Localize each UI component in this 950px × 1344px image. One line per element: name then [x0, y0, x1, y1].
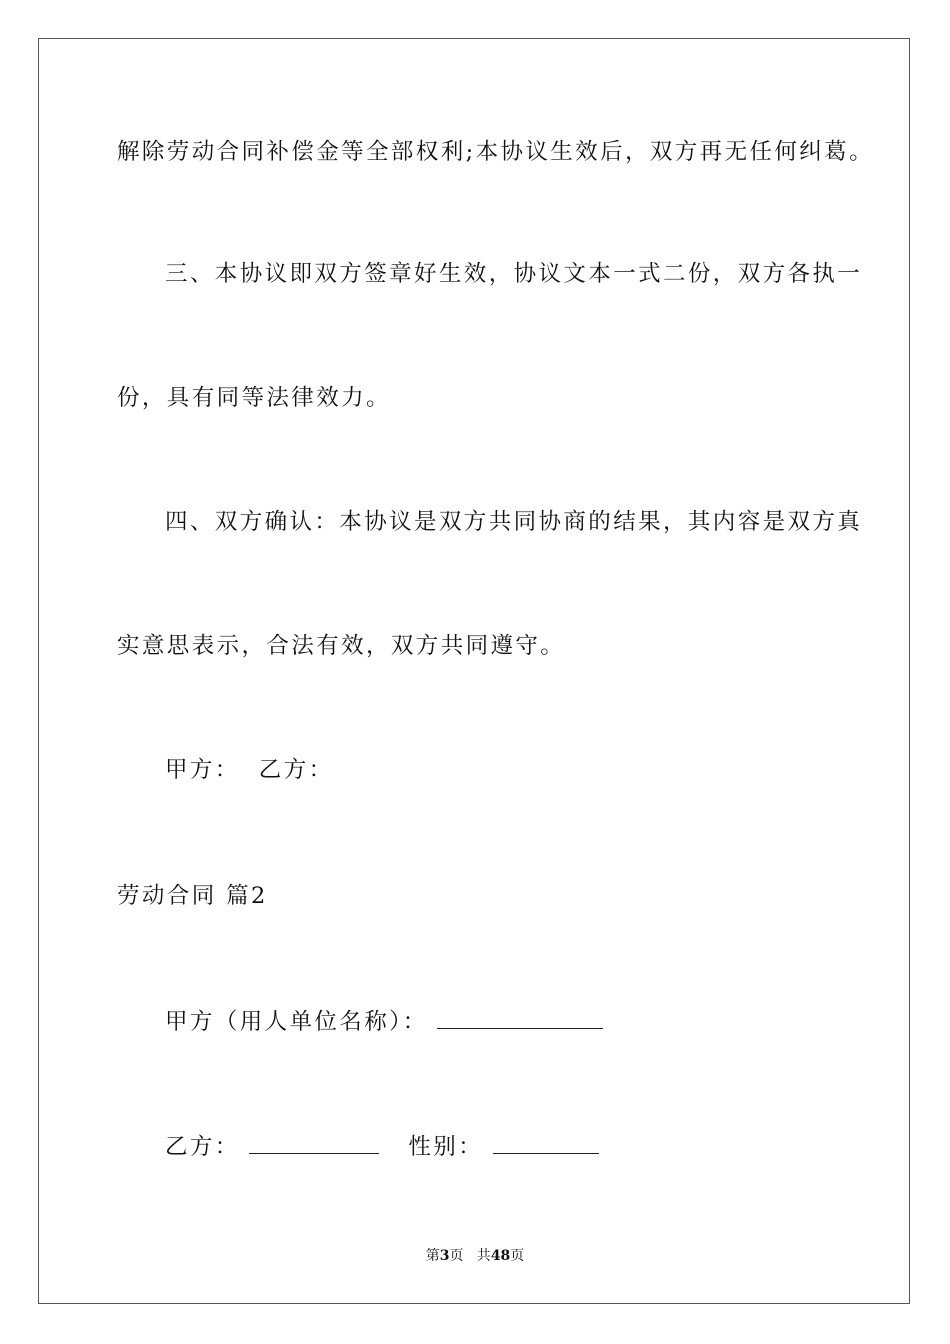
paragraph-1: 解除劳动合同补偿金等全部权利;本协议生效后，双方再无任何纠葛。 — [117, 139, 874, 165]
paragraph-4: 四、双方确认：本协议是双方共同协商的结果，其内容是双方真 — [165, 509, 863, 535]
party-a-blank — [437, 1010, 603, 1029]
party-a-row — [165, 1008, 603, 1036]
paragraph-2: 三、本协议即双方签章好生效，协议文本一式二份，双方各执一 — [165, 261, 863, 287]
party-a-label: 甲方（用人单位名称）： — [165, 1009, 428, 1035]
signature-line: 甲方： 乙方： — [165, 757, 334, 783]
paragraph-3: 份，具有同等法律效力。 — [117, 385, 391, 411]
footer-page-total: 48 — [490, 1248, 511, 1264]
party-b-row — [165, 1133, 599, 1161]
page-footer — [0, 1247, 950, 1265]
page-border — [38, 38, 910, 1304]
footer-suffix: 页 — [510, 1248, 525, 1264]
party-b-label: 乙方： — [165, 1134, 240, 1160]
gender-blank — [493, 1135, 599, 1154]
party-b-blank — [249, 1135, 379, 1154]
gender-label: 性别： — [408, 1134, 484, 1160]
footer-prefix: 第 — [425, 1248, 440, 1264]
footer-page-current: 3 — [439, 1248, 450, 1264]
paragraph-5: 实意思表示，合法有效，双方共同遵守。 — [117, 633, 566, 659]
footer-mid: 页 共 — [449, 1248, 491, 1264]
section-title: 劳动合同 篇2 — [117, 883, 268, 909]
